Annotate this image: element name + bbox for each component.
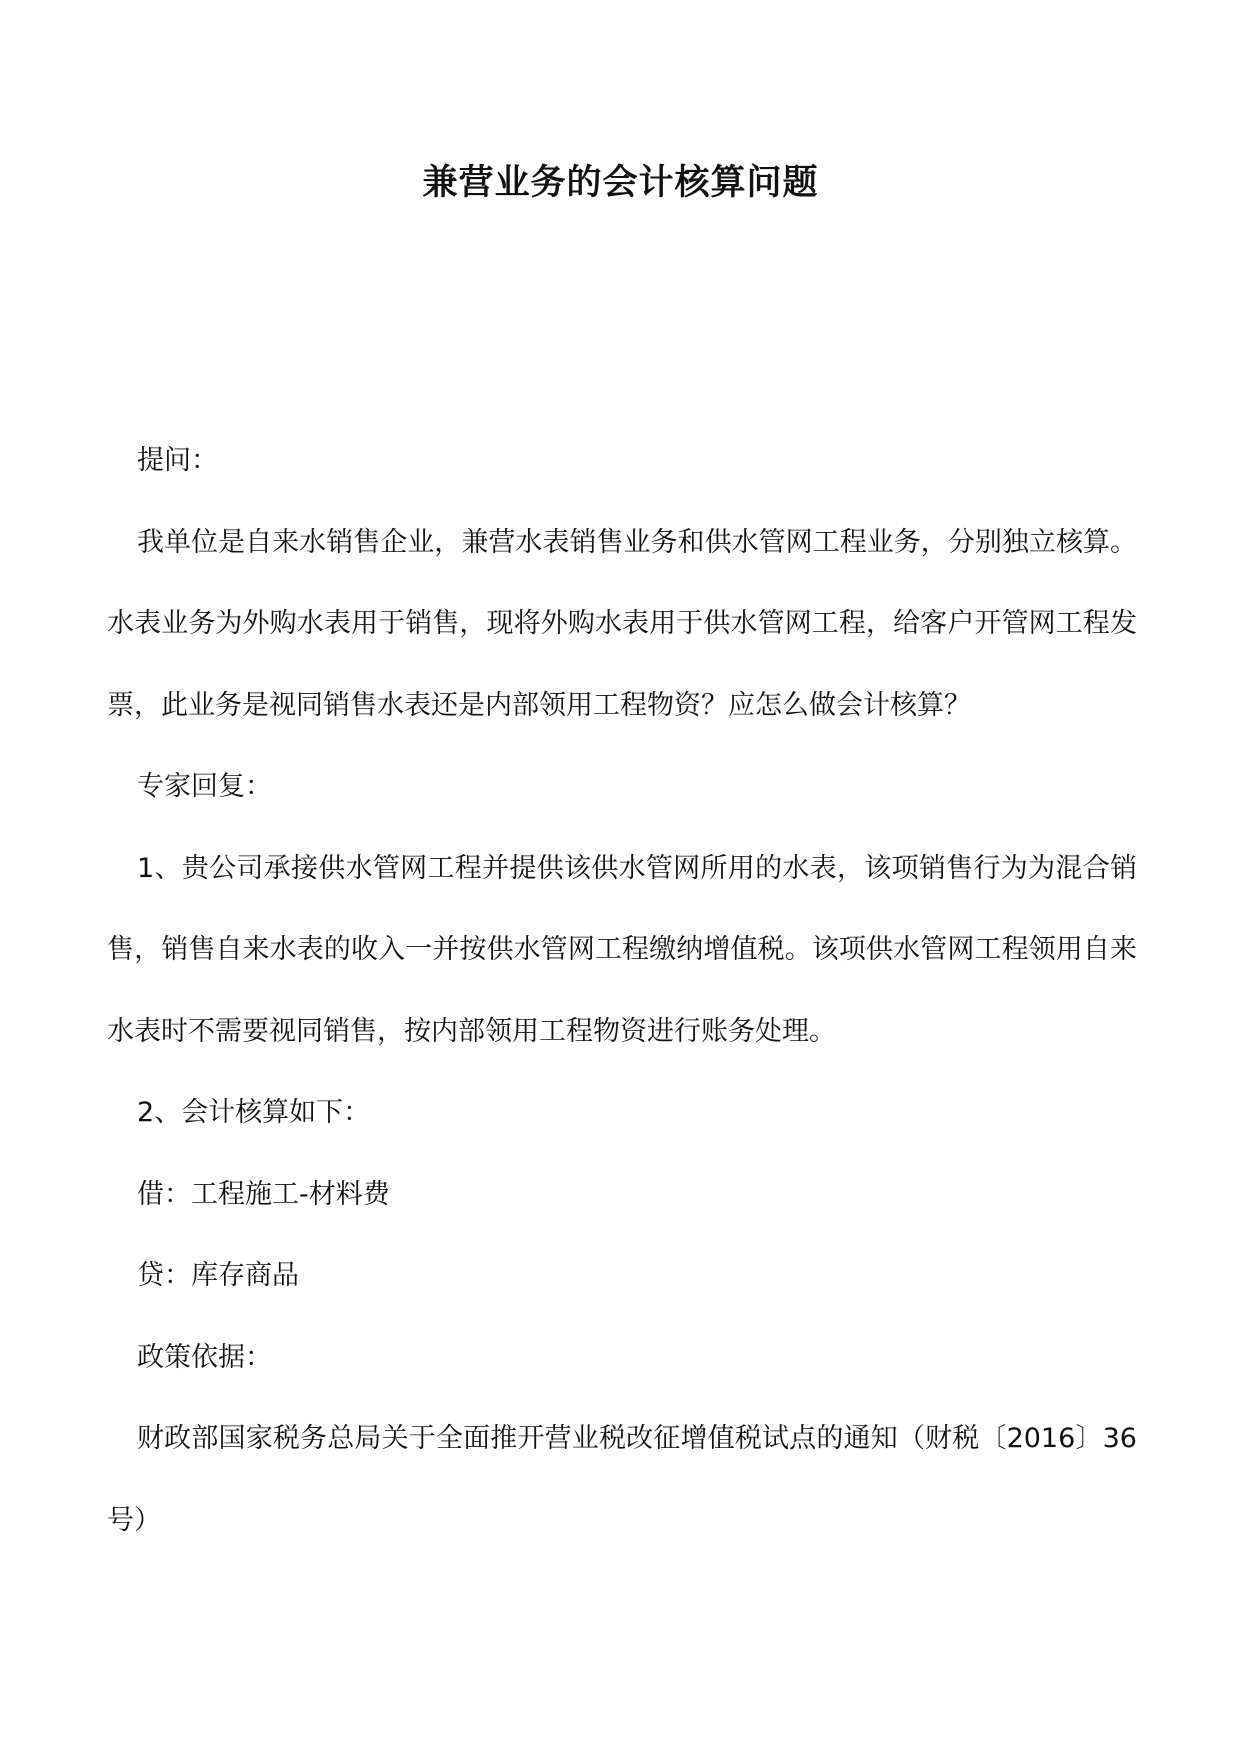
paragraph-policy-label: 政策依据： bbox=[137, 1341, 272, 1373]
paragraph-question: 我单位是自来水销售企业，兼营水表销售业务和供水管网工程业务，分别独立核算。水表业务为外购水表用于销售，现将外购水表用于供水管网工程，给客户开管网工程发票，此业务是视同销售水表还是内部领用工程物资？应怎么做会计核算？ bbox=[107, 526, 1137, 721]
document-title: 兼营业务的会计核算问题 bbox=[422, 162, 819, 203]
paragraph-answer-1: 1、贵公司承接供水管网工程并提供该供水管网所用的水表，该项销售行为为混合销售，销售自来水表的收入一并按供水管网工程缴纳增值税。该项供水管网工程领用自来水表时不需要视同销售，按内部领用工程物资进行账务处理。 bbox=[107, 852, 1137, 1047]
paragraph-credit-entry: 贷：库存商品 bbox=[137, 1260, 299, 1291]
paragraph-policy-reference: 财政部国家税务总局关于全面推开营业税改征增值税试点的通知（财税〔2016〕36号） bbox=[107, 1423, 1137, 1536]
paragraph-question-label: 提问： bbox=[137, 445, 218, 476]
document-body bbox=[107, 420, 1137, 1561]
paragraph-answer-2: 2、会计核算如下： bbox=[137, 1097, 371, 1128]
paragraph-answer-label: 专家回复： bbox=[137, 771, 272, 802]
paragraph-debit-entry: 借：工程施工-材料费 bbox=[137, 1178, 390, 1210]
